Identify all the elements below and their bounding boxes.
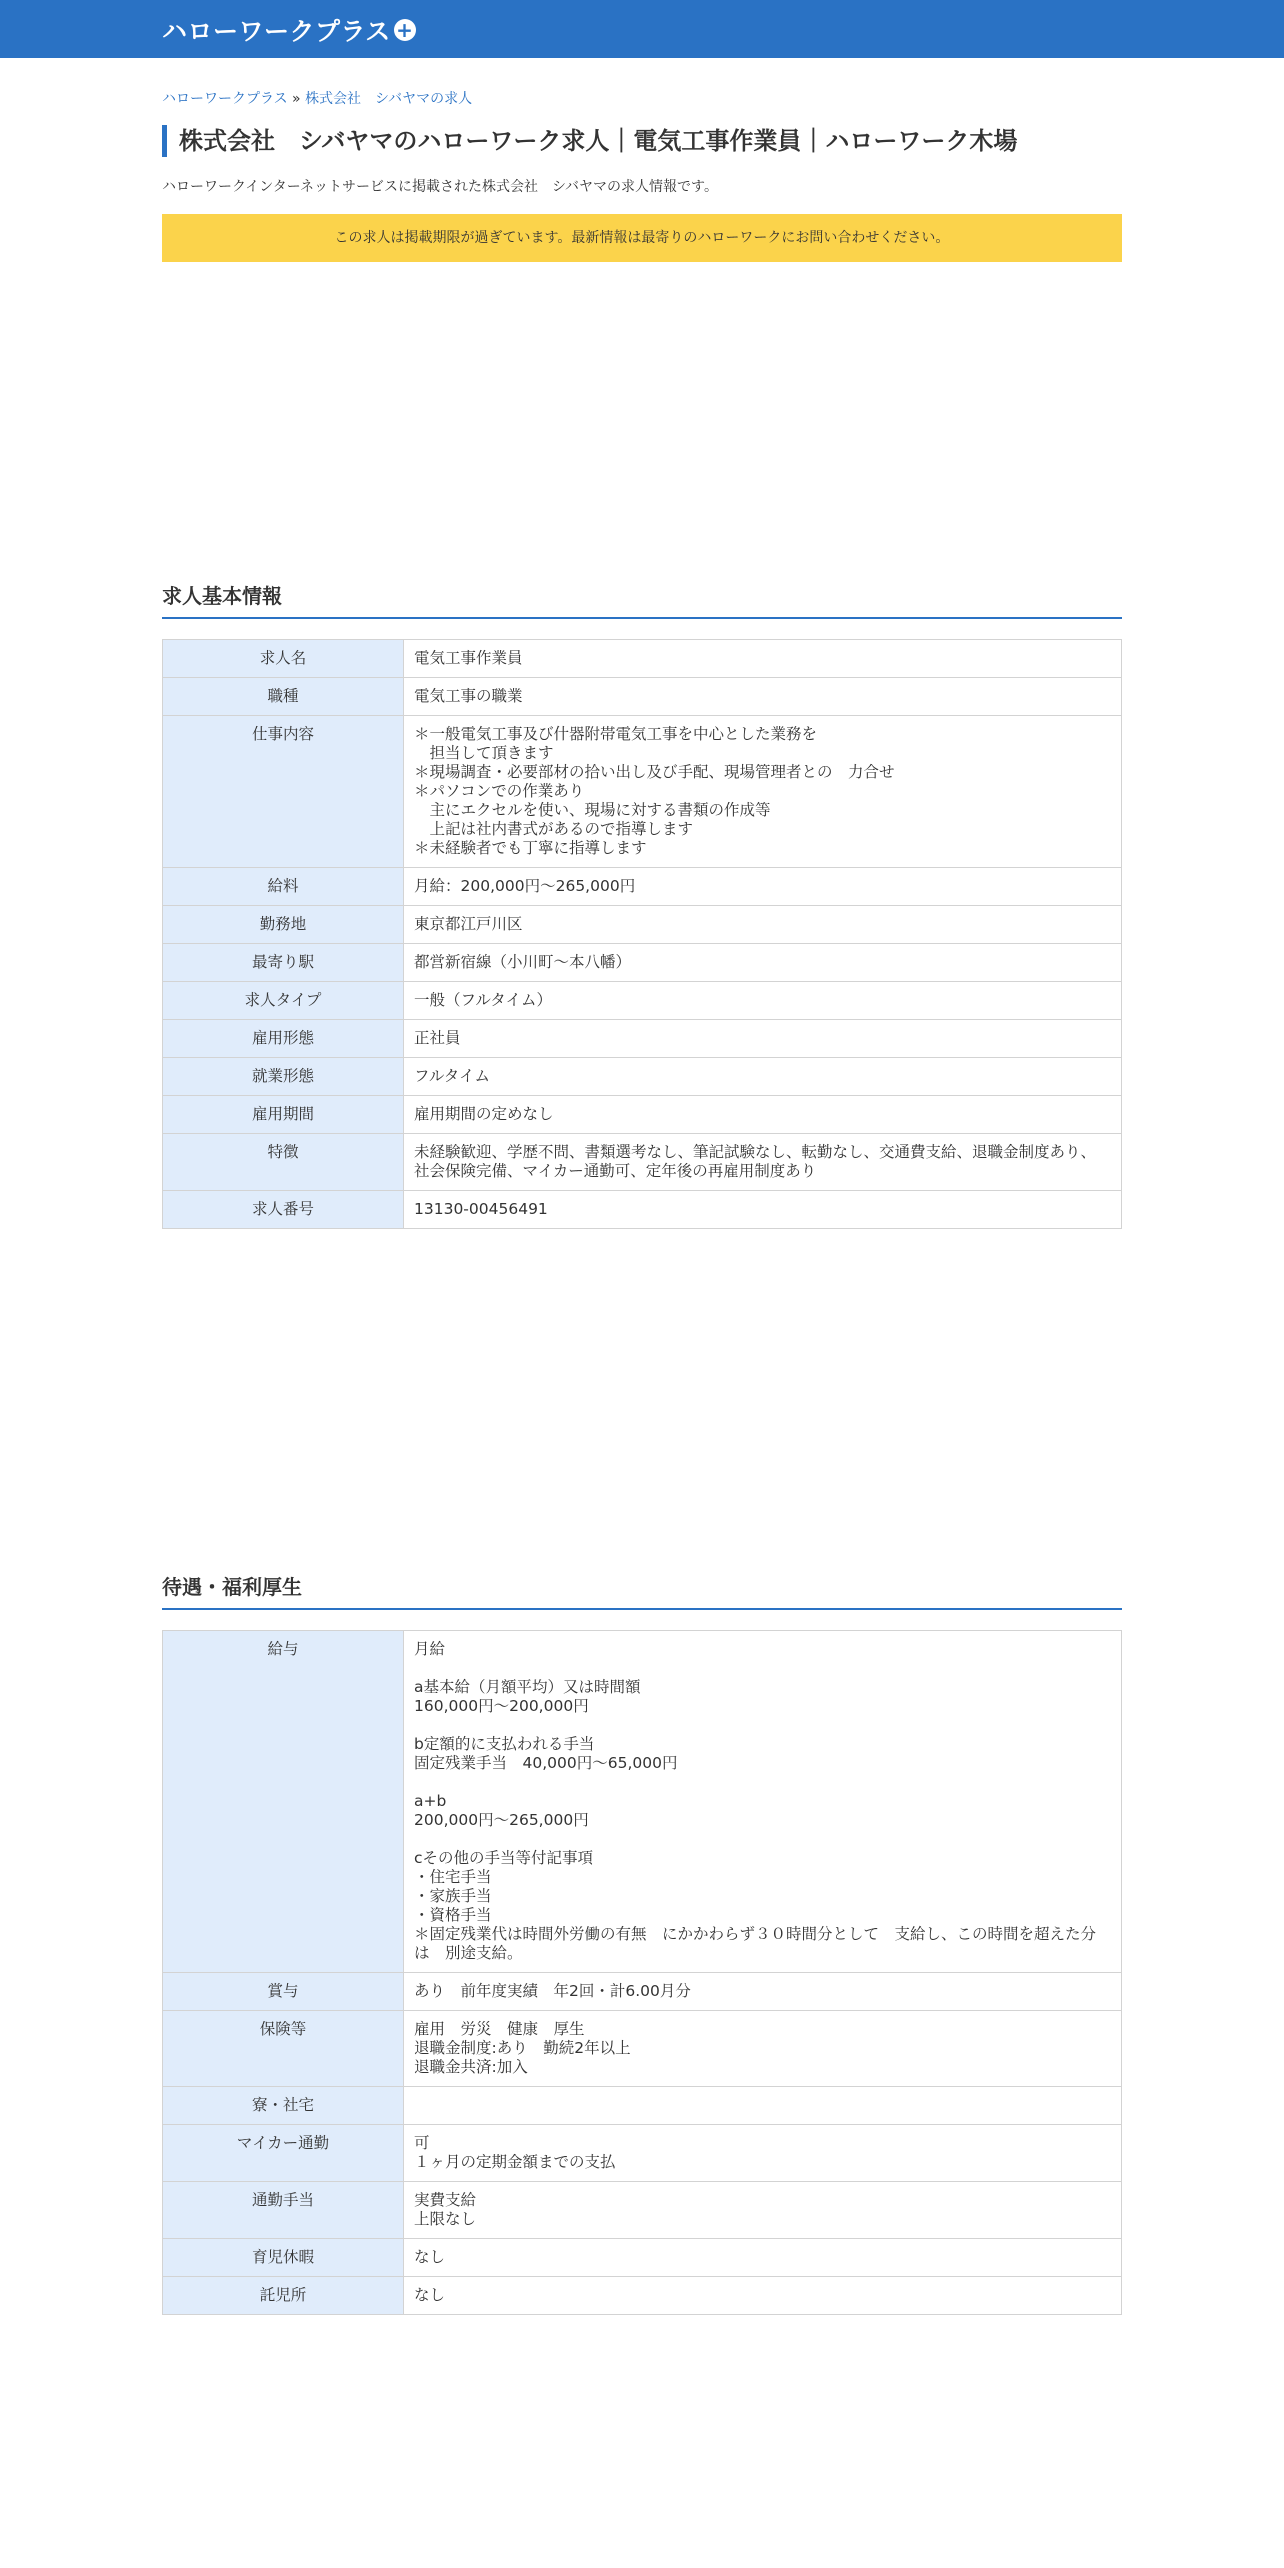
table-row — [163, 1096, 1122, 1134]
basic-info-section — [162, 580, 1122, 1229]
table-row — [163, 982, 1122, 1020]
row-label: 給料 — [163, 868, 404, 906]
row-label: 仕事内容 — [163, 716, 404, 868]
row-value: ＊一般電気工事及び什器附帯電気工事を中心とした業務を 担当して頂きます ＊現場調査・必要部材の拾い出し及び手配、現場管理者との 力合せ ＊パソコンでの作業あり 主にエクセルを使い、現場に対する書類の作成等 上記は社内書式があるので指導します ＊未経験者でも丁寧に指導します — [404, 716, 1122, 868]
table-row — [163, 1973, 1122, 2011]
table-row — [163, 906, 1122, 944]
plus-circle-icon: + — [394, 19, 416, 41]
row-label: 特徴 — [163, 1134, 404, 1191]
row-value: 電気工事作業員 — [404, 640, 1122, 678]
row-value: 正社員 — [404, 1020, 1122, 1058]
row-label: 給与 — [163, 1631, 404, 1973]
table-row — [163, 2087, 1122, 2125]
row-label: 求人番号 — [163, 1191, 404, 1229]
row-value: なし — [404, 2277, 1122, 2315]
table-row — [163, 2182, 1122, 2239]
section-heading-basic-info: 求人基本情報 — [162, 580, 1122, 619]
site-header — [0, 0, 1284, 58]
table-row — [163, 1191, 1122, 1229]
logo-text: ハローワークプラス — [162, 17, 391, 46]
row-label: 勤務地 — [163, 906, 404, 944]
site-logo[interactable] — [162, 12, 416, 48]
row-value: 13130-00456491 — [404, 1191, 1122, 1229]
row-value: あり 前年度実績 年2回・計6.00月分 — [404, 1973, 1122, 2011]
row-value: なし — [404, 2239, 1122, 2277]
row-label: 寮・社宅 — [163, 2087, 404, 2125]
table-row — [163, 640, 1122, 678]
row-label: 雇用期間 — [163, 1096, 404, 1134]
row-value: 一般（フルタイム） — [404, 982, 1122, 1020]
row-value: 実費支給 上限なし — [404, 2182, 1122, 2239]
welfare-section — [162, 1571, 1122, 2315]
table-row — [163, 1631, 1122, 1973]
table-row — [163, 2277, 1122, 2315]
row-value: 雇用 労災 健康 厚生 退職金制度:あり 勤続2年以上 退職金共済:加入 — [404, 2011, 1122, 2087]
table-row — [163, 1020, 1122, 1058]
row-value: 都営新宿線（小川町～本八幡） — [404, 944, 1122, 982]
table-row — [163, 678, 1122, 716]
row-value: 可 １ヶ月の定期金額までの支払 — [404, 2125, 1122, 2182]
row-label: 賞与 — [163, 1973, 404, 2011]
row-value: フルタイム — [404, 1058, 1122, 1096]
table-row — [163, 1134, 1122, 1191]
table-row — [163, 2011, 1122, 2087]
row-label: 求人タイプ — [163, 982, 404, 1020]
row-label: 最寄り駅 — [163, 944, 404, 982]
page-title: 株式会社 シバヤマのハローワーク求人｜電気工事作業員｜ハローワーク木場 — [162, 125, 1139, 157]
table-row — [163, 944, 1122, 982]
row-label: 保険等 — [163, 2011, 404, 2087]
breadcrumb-separator: » — [287, 91, 306, 107]
row-value: 電気工事の職業 — [404, 678, 1122, 716]
breadcrumb — [162, 88, 1122, 108]
row-value: 雇用期間の定めなし — [404, 1096, 1122, 1134]
row-label: マイカー通勤 — [163, 2125, 404, 2182]
row-value: 月給：200,000円～265,000円 — [404, 868, 1122, 906]
row-label: 就業形態 — [163, 1058, 404, 1096]
breadcrumb-home-link[interactable]: ハローワークプラス — [162, 91, 288, 107]
welfare-table — [162, 1630, 1122, 2315]
table-row — [163, 716, 1122, 868]
row-label: 託児所 — [163, 2277, 404, 2315]
table-row — [163, 2125, 1122, 2182]
row-label: 雇用形態 — [163, 1020, 404, 1058]
breadcrumb-company-link[interactable]: 株式会社 シバヤマの求人 — [305, 91, 473, 107]
row-label: 職種 — [163, 678, 404, 716]
row-value — [404, 2087, 1122, 2125]
row-value: 月給 a基本給（月額平均）又は時間額 160,000円～200,000円 b定額的に支払われる手当 固定残業手当 40,000円～65,000円 a+b 200,000円～265,000円 cその他の手当等付記事項 ・住宅手当 ・家族手当 ・資格手当 ＊固定残業代は時間外労働の有無 にかかわらず３０時間分として 支給し、この時間を超えた分は 別途支給。 — [404, 1631, 1122, 1973]
table-row — [163, 1058, 1122, 1096]
basic-info-table — [162, 639, 1122, 1229]
table-row — [163, 868, 1122, 906]
row-label: 通勤手当 — [163, 2182, 404, 2239]
row-value: 未経験歓迎、学歴不問、書類選考なし、筆記試験なし、転勤なし、交通費支給、退職金制度あり、社会保険完備、マイカー通勤可、定年後の再雇用制度あり — [404, 1134, 1122, 1191]
row-label: 求人名 — [163, 640, 404, 678]
page-description: ハローワークインターネットサービスに掲載された株式会社 シバヤマの求人情報です。 — [162, 179, 718, 195]
expired-notice-banner: この求人は掲載期限が過ぎています。最新情報は最寄りのハローワークにお問い合わせください。 — [162, 214, 1122, 262]
row-label: 育児休暇 — [163, 2239, 404, 2277]
section-heading-welfare: 待遇・福利厚生 — [162, 1571, 1122, 1610]
row-value: 東京都江戸川区 — [404, 906, 1122, 944]
table-row — [163, 2239, 1122, 2277]
